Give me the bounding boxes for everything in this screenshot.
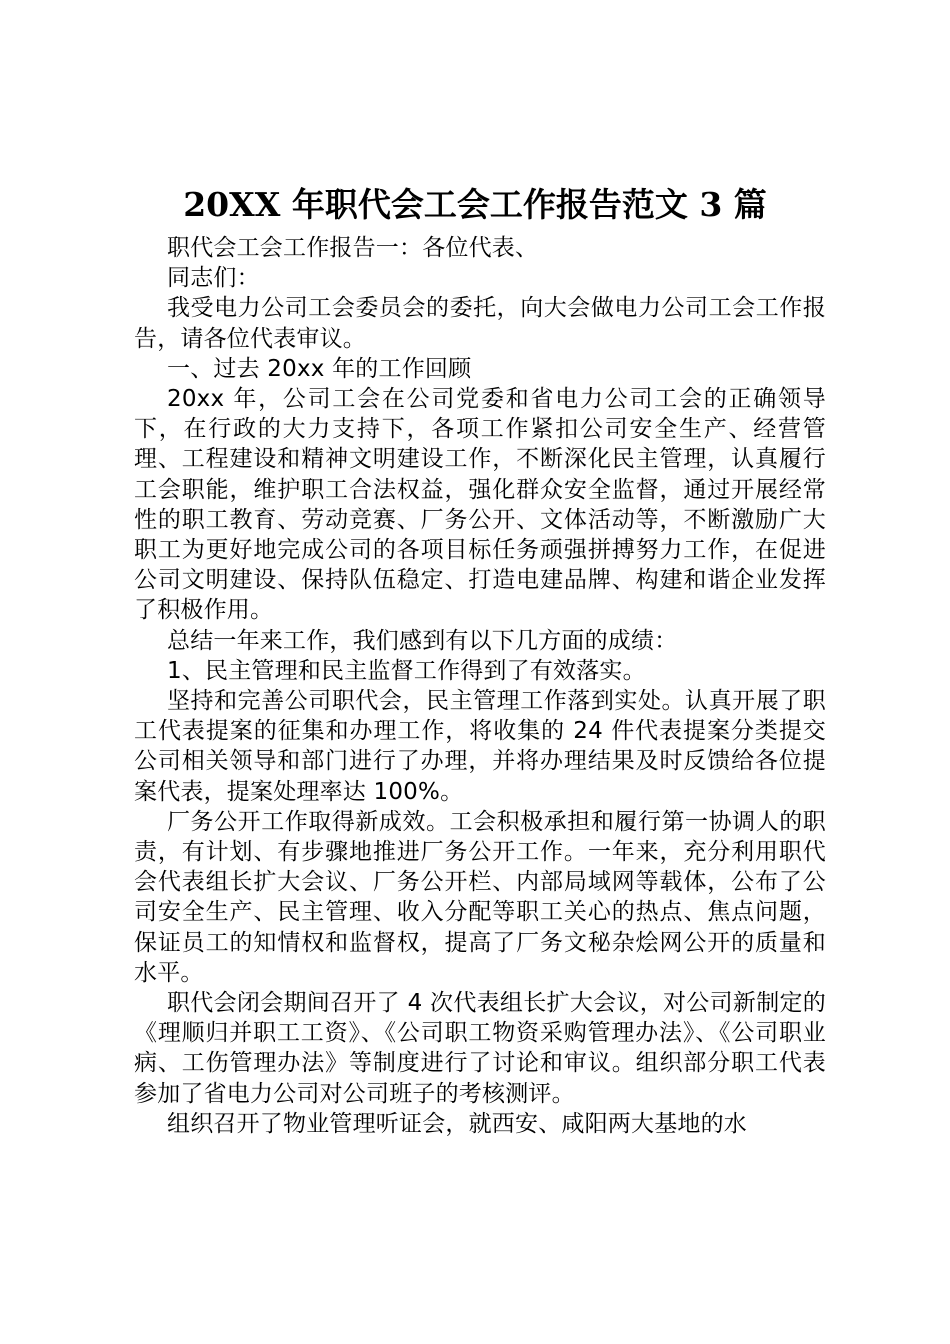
section-heading-review: 一、过去 20xx 年的工作回顾 [167,355,472,382]
paragraph-meetings: 职代会闭会期间召开了 4 次代表组长扩大会议，对公司新制定的《理顺归并职工工资》、《公司职工物资采购管理办法》、《公司职业病、工伤管理办法》等制度进行了讨论和审议。组织部分职工代表参加了省电力公司对公司班子的考核测评。 [134,990,826,1107]
subheading-democratic-management: 1、民主管理和民主监督工作得到了有效落实。 [167,657,646,684]
document-body [134,233,826,1139]
document-title: 20XX 年职代会工会工作报告范文 3 篇 [183,185,767,224]
paragraph-hearing: 组织召开了物业管理听证会，就西安、咸阳两大基地的水 [167,1110,747,1137]
paragraph-intro: 我受电力公司工会委员会的委托，向大会做电力公司工会工作报告，请各位代表审议。 [134,295,826,352]
paragraph-salutation: 同志们： [167,265,260,292]
paragraph-factory-affairs: 厂务公开工作取得新成效。工会积极承担和履行第一协调人的职责，有计划、有步骤地推进厂务公开工作。一年来，充分利用职代会代表组长扩大会议、厂务公开栏、内部局域网等载体，公布了公司安全生产、民主管理、收入分配等职工关心的热点、焦点问题，保证员工的知情权和监督权，提高了厂务文秘杂烩网公开的质量和水平。 [134,808,826,986]
paragraph-greeting: 职代会工会工作报告一：各位代表、 [167,235,539,261]
paragraph-overview: 20xx 年，公司工会在公司党委和省电力公司工会的正确领导下，在行政的大力支持下，各项工作紧扣公司安全生产、经营管理、工程建设和精神文明建设工作，不断深化民主管理，认真履行工会职能，维护职工合法权益，强化群众安全监督，通过开展经常性的职工教育、劳动竞赛、厂务公开、文体活动等，不断激励广大职工为更好地完成公司的各项目标任务顽强拼搏努力工作，在促进公司文明建设、保持队伍稳定、打造电建品牌、构建和谐企业发挥了积极作用。 [134,386,826,624]
paragraph-proposals: 坚持和完善公司职代会，民主管理工作落到实处。认真开展了职工代表提案的征集和办理工作，将收集的 24 件代表提案分类提交公司相关领导和部门进行了办理，并将办理结果及时反馈给各位提案代表，提案处理率达 100%。 [134,688,826,805]
paragraph-summary: 总结一年来工作，我们感到有以下几方面的成绩： [167,627,678,654]
